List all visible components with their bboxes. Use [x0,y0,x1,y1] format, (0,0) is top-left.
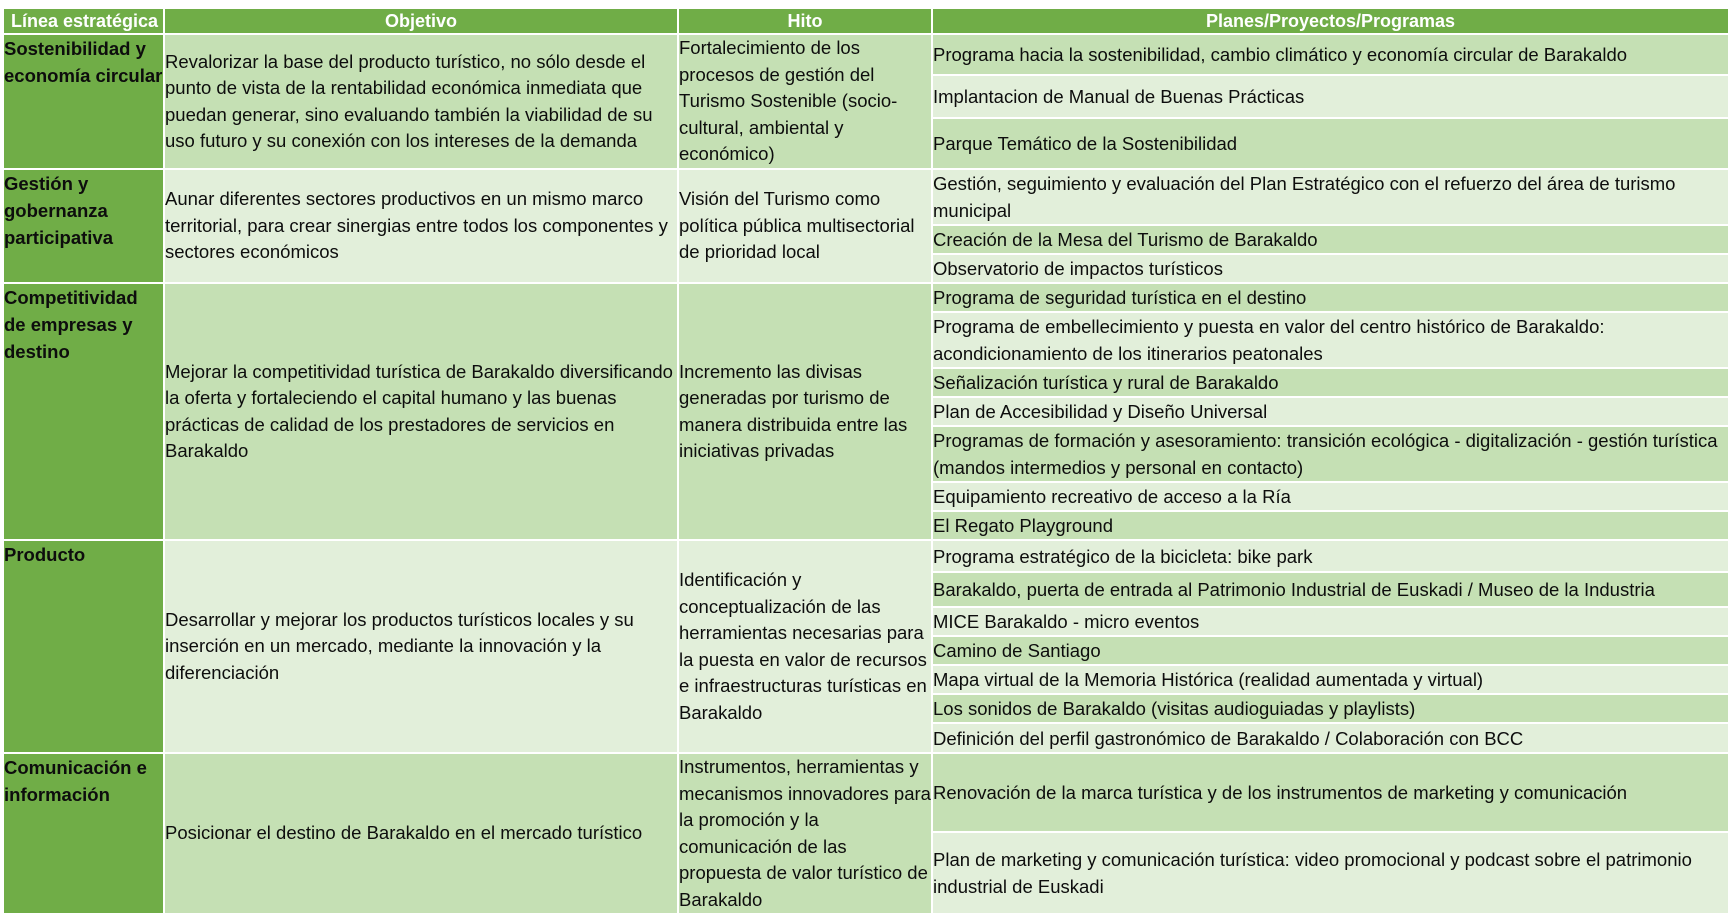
hito-cell: Identificación y conceptualización de las herramientas necesarias para la puesta en valor de recursos e infraestructuras turísticas en Barakaldo [678,540,932,753]
table-row [3,540,1729,572]
plan-item: Programa de seguridad turística en el destino [932,283,1729,312]
objetivo-cell: Desarrollar y mejorar los productos turísticos locales y su inserción en un mercado, mediante la innovación y la diferenciación [164,540,678,753]
plan-item: Programa hacia la sostenibilidad, cambio climático y economía circular de Barakaldo [932,34,1729,75]
plan-item: Creación de la Mesa del Turismo de Barakaldo [932,225,1729,254]
header-row [3,8,1729,34]
plan-item: Mapa virtual de la Memoria Histórica (realidad aumentada y virtual) [932,665,1729,694]
plan-item: Barakaldo, puerta de entrada al Patrimonio Industrial de Euskadi / Museo de la Industria [932,572,1729,607]
header-hito: Hito [678,8,932,34]
plan-item: Programa de embellecimiento y puesta en valor del centro histórico de Barakaldo: acondicionamiento de los itinerarios peatonales [932,312,1729,368]
plan-item: Observatorio de impactos turísticos [932,254,1729,283]
hito-cell: Fortalecimiento de los procesos de gestión del Turismo Sostenible (socio-cultural, ambiental y económico) [678,34,932,169]
plan-item: Definición del perfil gastronómico de Barakaldo / Colaboración con BCC [932,723,1729,753]
plan-item: Programa estratégico de la bicicleta: bike park [932,540,1729,572]
plan-item: Implantacion de Manual de Buenas Prácticas [932,75,1729,118]
header-linea: Línea estratégica [3,8,164,34]
header-planes: Planes/Proyectos/Programas [932,8,1729,34]
objetivo-cell: Mejorar la competitividad turística de Barakaldo diversificando la oferta y fortaleciendo el capital humano y las buenas prácticas de calidad de los prestadores de servicios en Barakaldo [164,283,678,540]
hito-cell: Incremento las divisas generadas por turismo de manera distribuida entre las iniciativas privadas [678,283,932,540]
hito-cell: Instrumentos, herramientas y mecanismos innovadores para la promoción y la comunicación de las propuesta de valor turístico de Barakaldo [678,753,932,914]
plan-item: Señalización turística y rural de Barakaldo [932,368,1729,397]
linea-cell: Producto [3,540,164,753]
hito-cell: Visión del Turismo como política pública multisectorial de prioridad local [678,169,932,283]
plan-item: Programas de formación y asesoramiento: transición ecológica - digitalización - gestión turística (mandos intermedios y personal en contacto) [932,426,1729,482]
linea-cell: Competitividad de empresas y destino [3,283,164,540]
linea-cell: Sostenibilidad y economía circular [3,34,164,169]
plan-item: MICE Barakaldo - micro eventos [932,607,1729,636]
plan-item: Parque Temático de la Sostenibilidad [932,118,1729,169]
plan-item: Plan de Accesibilidad y Diseño Universal [932,397,1729,426]
linea-cell: Comunicación e información [3,753,164,914]
objetivo-cell: Posicionar el destino de Barakaldo en el mercado turístico [164,753,678,914]
plan-item: Los sonidos de Barakaldo (visitas audioguiadas y playlists) [932,694,1729,723]
table-row [3,34,1729,75]
plan-item: Camino de Santiago [932,636,1729,665]
plan-item: Equipamiento recreativo de acceso a la Ría [932,482,1729,511]
linea-cell: Gestión y gobernanza participativa [3,169,164,283]
plan-item: El Regato Playground [932,511,1729,540]
objetivo-cell: Revalorizar la base del producto turístico, no sólo desde el punto de vista de la rentabilidad económica inmediata que puedan generar, sino evaluando también la viabilidad de su uso futuro y su conexión con los intereses de la demanda [164,34,678,169]
plan-item: Renovación de la marca turística y de los instrumentos de marketing y comunicación [932,753,1729,832]
plan-item: Plan de marketing y comunicación turística: video promocional y podcast sobre el patrimonio industrial de Euskadi [932,832,1729,914]
plan-item: Gestión, seguimiento y evaluación del Plan Estratégico con el refuerzo del área de turismo municipal [932,169,1729,225]
header-objetivo: Objetivo [164,8,678,34]
strategy-table [2,7,1729,915]
table-row [3,283,1729,312]
objetivo-cell: Aunar diferentes sectores productivos en un mismo marco territorial, para crear sinergias entre todos los componentes y sectores económicos [164,169,678,283]
table-row [3,169,1729,225]
table-row [3,753,1729,832]
